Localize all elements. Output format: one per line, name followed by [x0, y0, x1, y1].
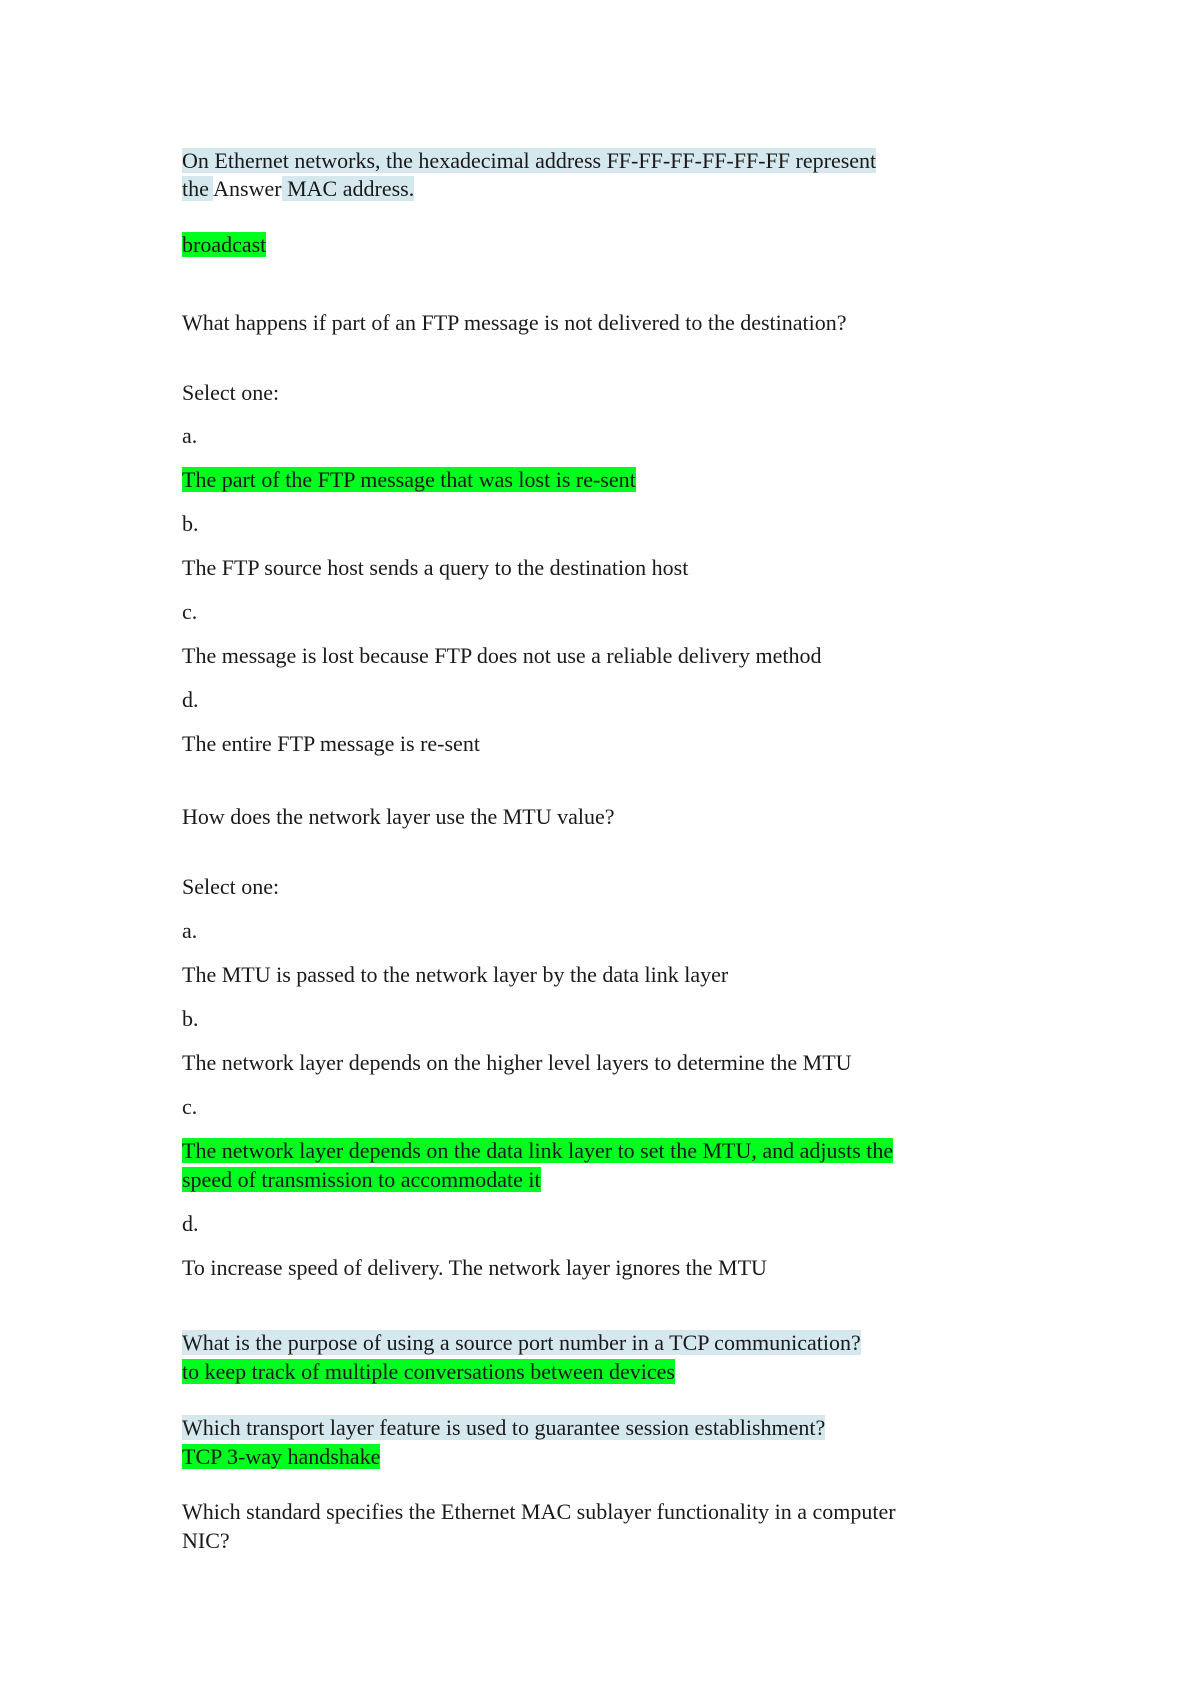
q1-line1-text: On Ethernet networks, the hexadecimal address FF-FF-FF-FF-FF-FF represent	[182, 148, 877, 173]
q2-option-c-letter: c.	[182, 599, 198, 624]
q3-option-c-text-2: speed of transmission to accommodate it	[182, 1167, 541, 1192]
q2-option-b-letter: b.	[182, 511, 199, 536]
q3-option-b-letter: b.	[182, 1006, 199, 1031]
q4-answer	[182, 1357, 675, 1386]
q3-option-d-letter: d.	[182, 1211, 199, 1236]
q1-line2	[182, 174, 414, 203]
q6-line2: NIC?	[182, 1528, 230, 1553]
q1-answer	[182, 230, 266, 259]
q3-option-a-letter: a.	[182, 918, 198, 943]
q5-answer-text: TCP 3-way handshake	[182, 1444, 381, 1469]
q3-option-a-text: The MTU is passed to the network layer by the data link layer	[182, 962, 729, 987]
q3-option-b-text: The network layer depends on the higher level layers to determine the MTU	[182, 1050, 852, 1075]
q2-option-a-letter: a.	[182, 423, 198, 448]
q1-answer-placeholder: Answer	[213, 176, 282, 201]
q2-select-label: Select one:	[182, 380, 280, 405]
q4-answer-text: to keep track of multiple conversations between devices	[182, 1359, 675, 1384]
q3-option-c-text-1: The network layer depends on the data link layer to set the MTU, and adjusts the	[182, 1138, 894, 1163]
q4-question	[182, 1328, 861, 1357]
q2-option-b-text: The FTP source host sends a query to the destination host	[182, 555, 689, 580]
q2-option-c-text: The message is lost because FTP does not use a reliable delivery method	[182, 643, 822, 668]
q2-option-a	[182, 465, 636, 494]
q1-line2-start: the	[182, 176, 214, 201]
q5-answer	[182, 1442, 380, 1471]
q3-option-c-line1	[182, 1136, 893, 1165]
q5-question-text: Which transport layer feature is used to guarantee session establishment?	[182, 1415, 826, 1440]
q3-option-c-line2	[182, 1165, 541, 1194]
q2-question: What happens if part of an FTP message is not delivered to the destination?	[182, 310, 847, 335]
q2-option-a-text: The part of the FTP message that was lost is re-sent	[182, 467, 636, 492]
q3-question: How does the network layer use the MTU value?	[182, 804, 615, 829]
q1-answer-text: broadcast	[182, 232, 267, 257]
q6-line1: Which standard specifies the Ethernet MAC sublayer functionality in a computer	[182, 1499, 896, 1524]
q2-option-d-text: The entire FTP message is re-sent	[182, 731, 480, 756]
q3-option-d-text: To increase speed of delivery. The network layer ignores the MTU	[182, 1255, 767, 1280]
q1-line1	[182, 146, 876, 175]
q2-option-d-letter: d.	[182, 687, 199, 712]
q3-option-c-letter: c.	[182, 1094, 198, 1119]
q4-question-text: What is the purpose of using a source port number in a TCP communication?	[182, 1330, 861, 1355]
q3-select-label: Select one:	[182, 874, 280, 899]
q1-line2-end: MAC address.	[281, 176, 415, 201]
q5-question	[182, 1413, 825, 1442]
